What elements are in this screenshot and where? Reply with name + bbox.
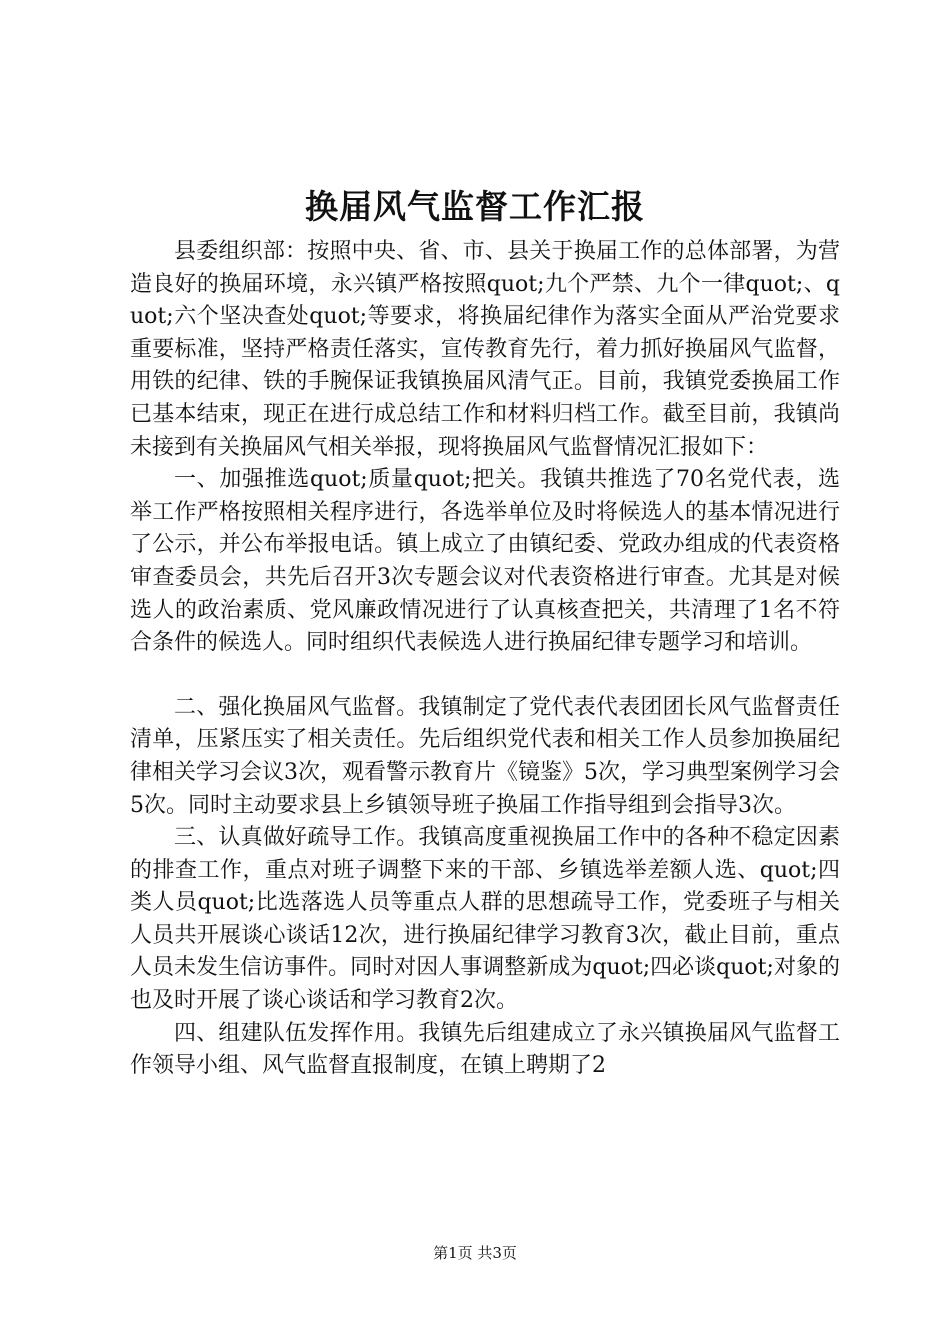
paragraph-intro: 县委组织部：按照中央、省、市、县关于换届工作的总体部署，为营造良好的换届环境，永兴镇严格按照quot;九个严禁、九个一律quot;、quot;六个坚决查处quot;等要求，将换届纪律作为落实全面从严治党要求重要标准，坚持严格责任落实，宣传教育先行，着力抓好换届风气监督，用铁的纪律、铁的手腕保证我镇换届风清气正。目前，我镇党委换届工作已基本结束，现正在进行成总结工作和材料归档工作。截至目前，我镇尚未接到有关换届风气相关举报，现将换届风气监督情况汇报如下： <box>130 239 840 460</box>
paragraph-section-4: 四、组建队伍发挥作用。我镇先后组建成立了永兴镇换届风气监督工作领导小组、风气监督直报制度，在镇上聘期了2 <box>130 1020 840 1079</box>
document-body <box>130 236 840 1083</box>
paragraph-section-2: 二、强化换届风气监督。我镇制定了党代表代表团团长风气监督责任清单，压紧压实了相关责任。先后组织党代表和相关工作人员参加换届纪律相关学习会议3次，观看警示教育片《镜鉴》5次，学习典型案例学习会5次。同时主动要求县上乡镇领导班子换届工作指导组到会指导3次。 <box>130 694 840 818</box>
page-number-footer: 第1页 共3页 <box>433 1244 517 1262</box>
document-title: 换届风气监督工作汇报 <box>305 187 645 226</box>
paragraph-section-3: 三、认真做好疏导工作。我镇高度重视换届工作中的各种不稳定因素的排查工作，重点对班子调整下来的干部、乡镇选举差额人选、quot;四类人员quot;比选落选人员等重点人群的思想疏导工作，党委班子与相关人员共开展谈心谈话12次，进行换届纪律学习教育3次，截止目前，重点人员未发生信访事件。同时对因人事调整新成为quot;四必谈quot;对象的也及时开展了谈心谈话和学习教育2次。 <box>130 825 840 1014</box>
paragraph-section-1: 一、加强推选quot;质量quot;把关。我镇共推选了70名党代表，选举工作严格按照相关程序进行，各选举单位及时将候选人的基本情况进行了公示，并公布举报电话。镇上成立了由镇纪委、党政办组成的代表资格审查委员会，共先后召开3次专题会议对代表资格进行审查。尤其是对候选人的政治素质、党风廉政情况进行了认真核查把关，共清理了1名不符合条件的候选人。同时组织代表候选人进行换届纪律专题学习和培训。 <box>130 467 840 656</box>
